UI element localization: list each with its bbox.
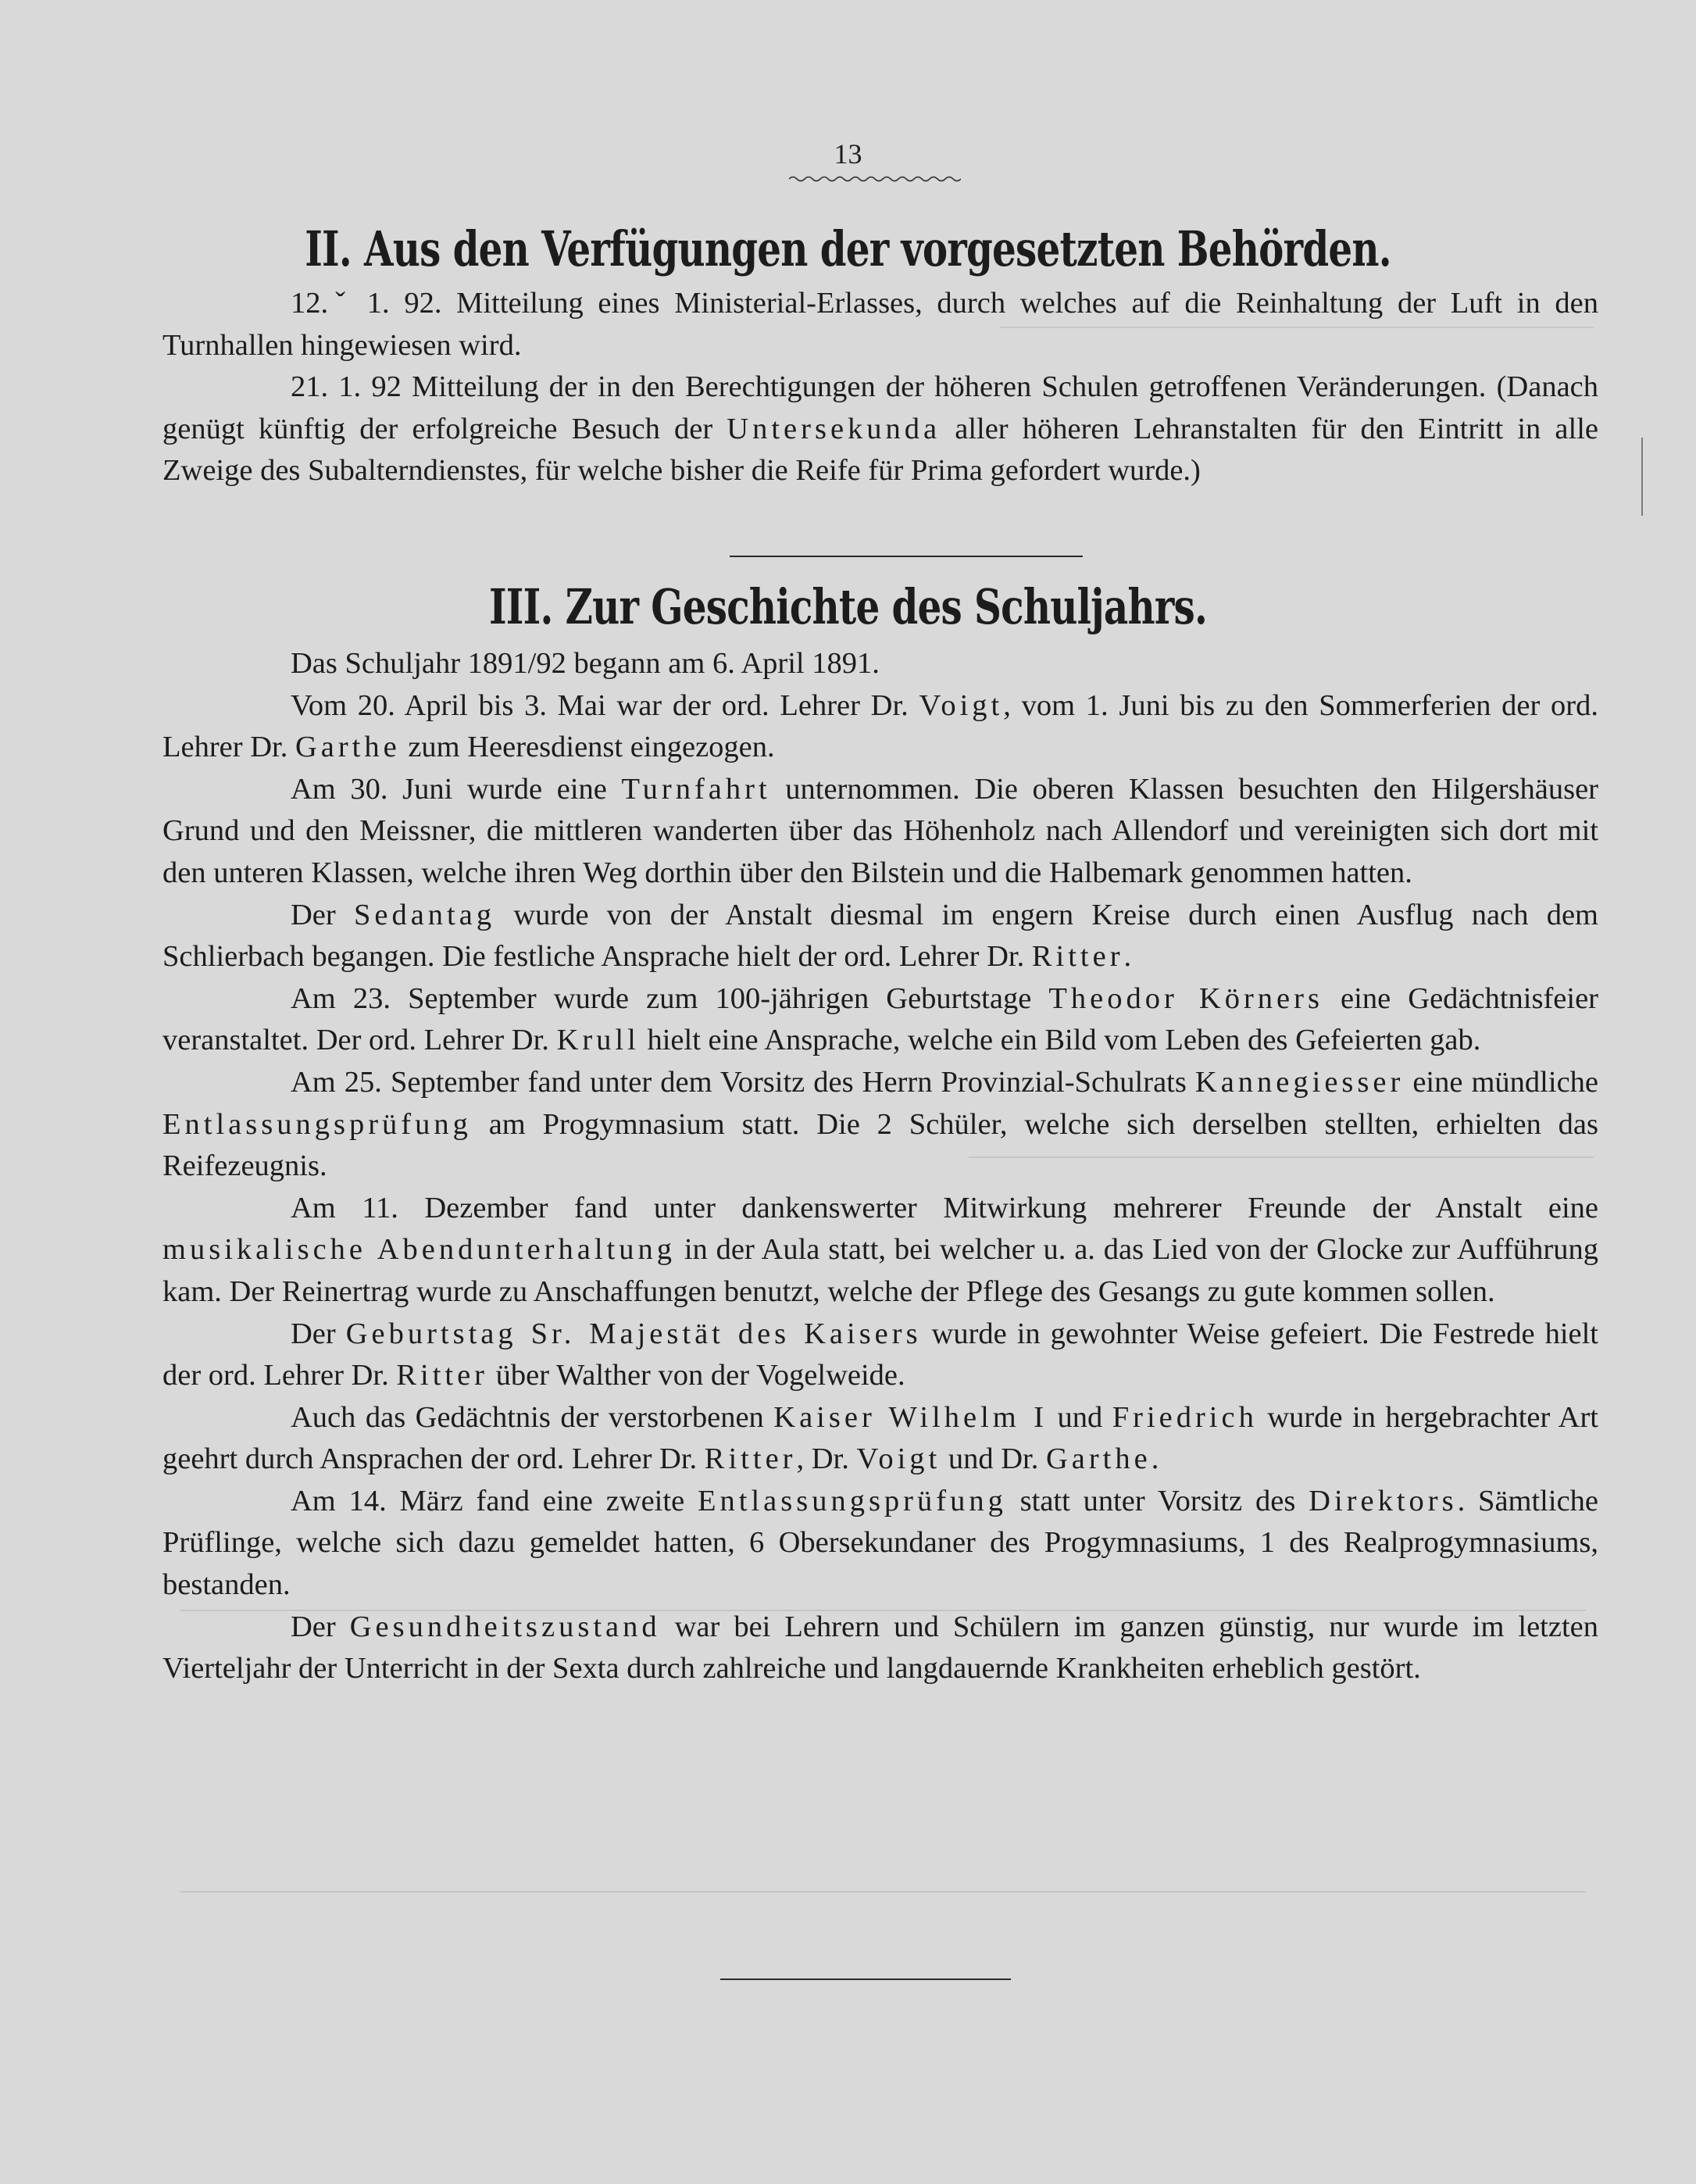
paragraph-text: Der: [291, 1317, 346, 1350]
paragraph-text: eine mündliche: [1404, 1065, 1599, 1099]
spaced-name: Voigt: [919, 688, 1004, 722]
paragraph-text: statt unter Vorsitz des: [1006, 1484, 1309, 1517]
chronicle-paragraph: [162, 895, 1598, 978]
paragraph-text: und Dr.: [941, 1442, 1046, 1476]
chronicle-paragraph: [162, 1188, 1598, 1314]
paragraph-text: hielt eine Ansprache, welche ein Bild vom Leben des Gefeierten gab.: [639, 1024, 1481, 1057]
decree-entry: [162, 366, 1598, 492]
spaced-name: Ritter: [396, 1359, 489, 1392]
paragraph-text: unternommen. Die oberen Klassen besuchten den Hilgershäuser Grund und den Meissner, die mittleren wanderten über das Höhenholz nach Allendorf und vereinigten sich dort mit den unteren Klassen, welche ihren Weg dorthin über den Bilstein und die Halbemark genommen hatten.: [162, 772, 1599, 889]
spaced-name: Ritter: [1031, 940, 1124, 974]
chronicle-paragraph: [162, 1397, 1598, 1481]
paragraph-text: am Progymnasium statt. Die 2 Schüler, welche sich derselben stellten, erhielten das Reifezeugnis.: [162, 1107, 1598, 1183]
paragraph-text: Das Schuljahr 1891/92 begann am 6. April 1891.: [291, 647, 880, 680]
spaced-term: Direktors: [1309, 1484, 1458, 1517]
paragraph-text: Am 25. September fand unter dem Vorsitz des Herrn Provinzial-Schulrats: [291, 1065, 1195, 1099]
paragraph-text: Am 14. März fand eine zweite: [291, 1484, 698, 1517]
spaced-name: Voigt: [856, 1442, 941, 1476]
paragraph-text: wurde in hergebrachter Art geehrt durch Ansprachen der ord. Lehrer Dr.: [162, 1400, 1599, 1476]
section-III-body: [162, 643, 1598, 1690]
spaced-name: Garthe: [295, 731, 401, 764]
paragraph-text: über Walther von der Vogelweide.: [488, 1359, 905, 1392]
spaced-name: Garthe: [1045, 1442, 1151, 1476]
bleed-through-rule: [180, 1891, 1586, 1893]
spaced-name: Ritter: [704, 1442, 797, 1476]
spaced-name: Friedrich: [1112, 1400, 1258, 1434]
paragraph-text: wurde in gewohnter Weise gefeiert. Die Festrede hielt der ord. Lehrer Dr.: [162, 1317, 1599, 1392]
spaced-term: Untersekunda: [727, 412, 941, 445]
decree-text: 21. 1. 92 Mitteilung der in den Berechtigungen der höheren Schulen getroffenen Veränderungen. (Danach genügt künftig der erfolgreiche Besuch der: [162, 370, 1598, 445]
spaced-name: Kaiser Wilhelm I: [773, 1400, 1048, 1434]
chronicle-paragraph: [162, 1062, 1598, 1188]
decree-entry: [162, 283, 1598, 366]
chronicle-paragraph: [162, 685, 1598, 769]
section-II-body: [162, 283, 1598, 492]
paragraph-text: , vom 1. Juni bis zu den Sommerferien der ord. Lehrer Dr.: [162, 688, 1598, 764]
chronicle-paragraph: [162, 643, 1598, 685]
spaced-term: Sedantag: [353, 898, 496, 931]
page-edge-mark: [1641, 438, 1643, 516]
ornament-rule: [789, 173, 961, 184]
paragraph-text: eine Gedächtnisfeier veranstaltet. Der ord. Lehrer Dr.: [162, 981, 1598, 1057]
spaced-name: Theodor Körners: [1048, 981, 1323, 1015]
paragraph-text: in der Aula statt, bei welcher u. a. das Lied von der Glocke zur Aufführung kam. Der Reinertrag wurde zu Anschaffungen benutzt, welche der Pflege des Gesangs zu gute kommen sollen.: [162, 1233, 1598, 1308]
paragraph-text: wurde von der Anstalt diesmal im engern Kreise durch einen Ausflug nach dem Schlierbach begangen. Die festliche Ansprache hielt der ord. Lehrer Dr.: [162, 898, 1598, 974]
paragraph-text: Am 23. September wurde zum 100-jährigen Geburtstage: [291, 981, 1049, 1015]
section-heading-II: II. Aus den Verfügungen der vorgesetzten Behörden.: [305, 220, 1391, 277]
paragraph-text: Am 11. Dezember fand unter dankenswerter Mitwirkung mehrerer Freunde der Anstalt eine: [291, 1191, 1598, 1224]
decree-text: aller höheren Lehranstalten für den Eintritt in alle Zweige des Subalterndienstes, für welche bisher die Reife für Prima gefordert wurde.): [162, 412, 1598, 488]
end-divider: [720, 1978, 1011, 1980]
paragraph-text: .: [1123, 940, 1132, 974]
paragraph-text: Auch das Gedächtnis der verstorbenen: [291, 1400, 774, 1434]
chronicle-paragraph: [162, 1314, 1598, 1397]
paragraph-text: , Dr.: [796, 1442, 857, 1476]
decree-text: 12.ˇ 1. 92. Mitteilung eines Ministerial-Erlasses, durch welches auf die Reinhaltung der Luft in den Turnhallen hingewiesen wird.: [162, 287, 1598, 362]
section-heading-III: III. Zur Geschichte des Schuljahrs.: [488, 578, 1208, 635]
spaced-term: Entlassungsprüfung: [697, 1484, 1007, 1517]
paragraph-text: Der: [291, 898, 354, 931]
paragraph-text: Vom 20. April bis 3. Mai war der ord. Lehrer Dr.: [291, 688, 919, 722]
chronicle-paragraph: [162, 1607, 1598, 1690]
paragraph-text: zum Heeresdienst eingezogen.: [400, 731, 775, 764]
paragraph-text: Der: [291, 1610, 350, 1643]
spaced-name: Krull: [556, 1024, 640, 1057]
chronicle-paragraph: [162, 769, 1598, 895]
chronicle-paragraph: [162, 978, 1598, 1062]
spaced-term: Entlassungsprüfung: [162, 1107, 472, 1141]
section-divider: [730, 556, 1083, 557]
chronicle-paragraph: [162, 1481, 1598, 1607]
spaced-term: Turnfahrt: [621, 772, 771, 806]
page-number: 13: [834, 138, 862, 170]
paragraph-text: Am 30. Juni wurde eine: [291, 772, 622, 806]
spaced-term: musikalische Abendunterhaltung: [162, 1233, 676, 1267]
paragraph-text: . Sämtliche Prüflinge, welche sich dazu gemeldet hatten, 6 Obersekundaner des Progymnasiums, 1 des Realprogymnasiums, bestanden.: [162, 1484, 1598, 1602]
spaced-name: Kannegiesser: [1194, 1065, 1405, 1099]
paragraph-text: war bei Lehrern und Schülern im ganzen günstig, nur wurde im letzten Vierteljahr der Unterricht in der Sexta durch zahlreiche und langdauernde Krankheiten erheblich gestört.: [162, 1610, 1598, 1685]
paragraph-text: und: [1048, 1400, 1112, 1434]
spaced-term: Gesundheitszustand: [349, 1610, 661, 1643]
spaced-term: Geburtstag Sr. Majestät des Kaisers: [345, 1317, 922, 1350]
paragraph-text: .: [1151, 1442, 1159, 1476]
